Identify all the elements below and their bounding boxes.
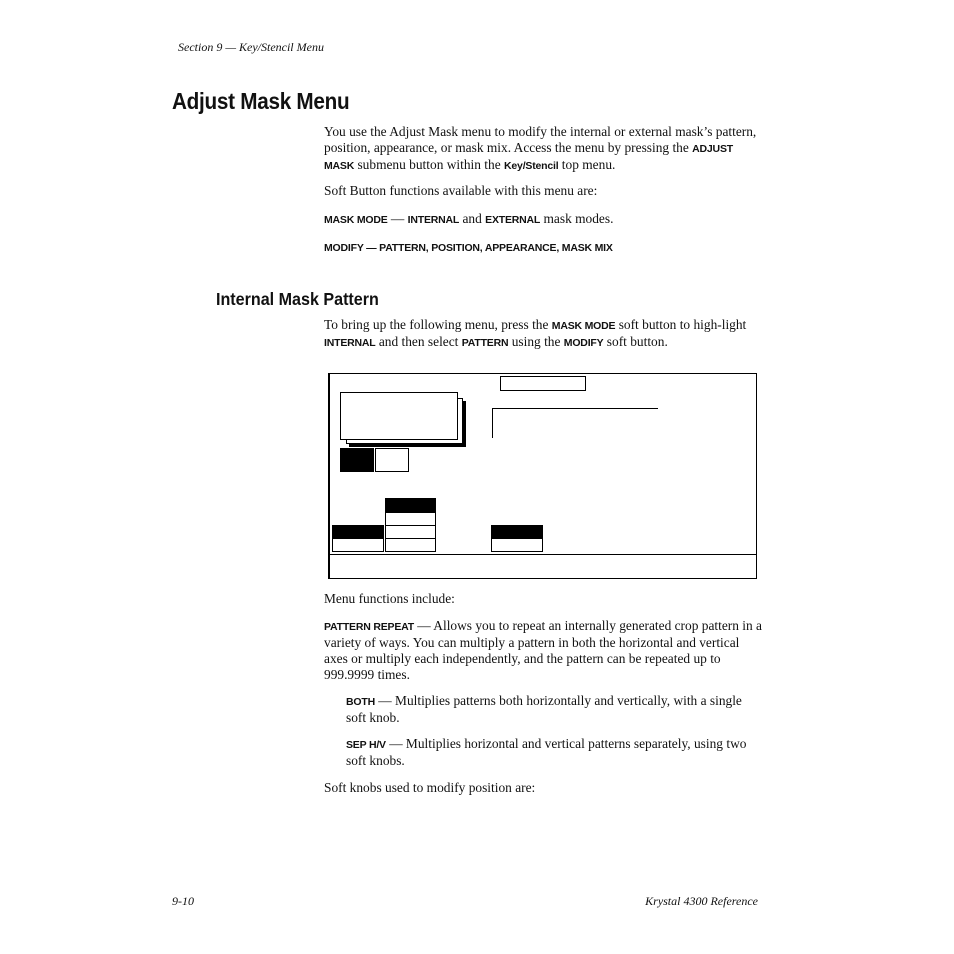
status-bar-divider	[330, 554, 756, 555]
page-title: Adjust Mask Menu	[172, 88, 350, 114]
section-paragraph: To bring up the following menu, press the MASK MODE soft button to high-light INTERNAL and then select PATTERN using the MODIFY soft button.	[324, 317, 747, 349]
mode-button-selected	[340, 448, 374, 472]
sep-hv-paragraph: SEP H/V — Multiplies horizontal and vertical patterns separately, using two soft knobs.	[346, 736, 747, 768]
softbutton-2-row-2	[385, 525, 436, 539]
menu-panel	[340, 392, 458, 440]
soft-buttons-intro: Soft Button functions available with this menu are:	[324, 183, 598, 198]
mask-mode-line: MASK MODE — INTERNAL and EXTERNAL mask modes.	[324, 211, 614, 226]
softbutton-3-row	[491, 538, 543, 552]
pattern-repeat-paragraph: PATTERN REPEAT — Allows you to repeat an internally generated crop pattern in a variety of ways. You can multiply a pattern in both the horizontal and vertical axes or multiply each independently, and the pattern can be repeated up to 999.9999 times.	[324, 618, 762, 682]
both-paragraph: BOTH — Multiplies patterns both horizontally and vertically, with a single soft knob.	[346, 693, 742, 725]
modify-line: MODIFY — PATTERN, POSITION, APPEARANCE, MASK MIX	[324, 242, 613, 254]
soft-knobs-intro: Soft knobs used to modify position are:	[324, 780, 536, 795]
softbutton-1-header	[332, 525, 384, 539]
running-head: Section 9 — Key/Stencil Menu	[178, 40, 324, 54]
softbutton-1-row	[332, 538, 384, 552]
softbutton-2-row-1	[385, 512, 436, 526]
knob-area-left-line	[492, 408, 493, 438]
softbutton-2-header	[385, 498, 436, 512]
menu-screen-figure	[328, 373, 757, 579]
softbutton-3-header	[491, 525, 543, 539]
intro-paragraph: You use the Adjust Mask menu to modify the internal or external mask’s pattern, position, appearance, or mask mix. Access the menu by pressing the ADJUST MASK submenu button within the Key/Stencil top menu.	[324, 124, 757, 172]
softbutton-2-row-3	[385, 538, 436, 552]
section-title: Internal Mask Pattern	[216, 289, 379, 309]
page-number: 9-10	[172, 894, 194, 908]
book-title: Krystal 4300 Reference	[645, 894, 758, 908]
knob-area-top-line	[492, 408, 658, 409]
menu-title-box	[500, 376, 586, 391]
mode-button	[375, 448, 409, 472]
menu-functions-intro: Menu functions include:	[324, 591, 455, 606]
